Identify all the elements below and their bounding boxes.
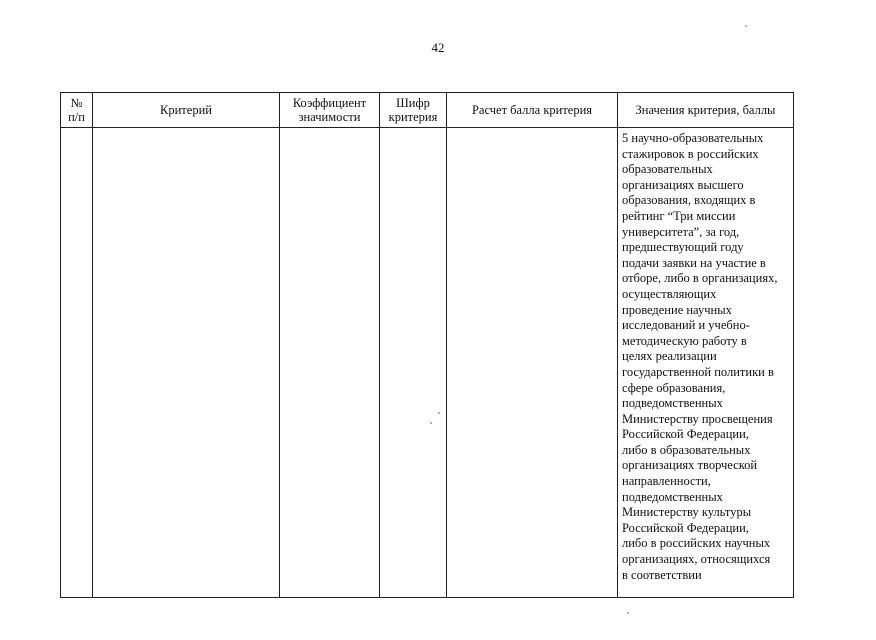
header-criterion: Критерий [93,93,280,128]
cell-criterion [93,128,280,598]
scan-speck [430,422,432,424]
scan-speck [745,25,747,27]
header-number: № п/п [61,93,93,128]
table-header-row [61,93,794,128]
page-number: 42 [431,40,445,55]
header-values: Значения критерия, баллы [618,93,794,128]
scan-speck [438,412,440,414]
cell-coefficient [280,128,380,598]
header-code: Шифр критерия [380,93,447,128]
criteria-table [60,92,794,598]
cell-calculation [447,128,618,598]
table-row [61,128,794,598]
cell-values [618,128,794,598]
cell-code [380,128,447,598]
cell-number [61,128,93,598]
header-calculation: Расчет балла критерия [447,93,618,128]
scan-speck [627,612,629,614]
criterion-values-text: 5 научно-образовательных стажировок в российских образовательных организациях высшего образования, входящих в рейтинг “Три миссии университета”, за год, предшествующий году подачи заявки на участие в отборе, либо в организациях, осуществляющих проведение научных исследований и учебно- методическую работу в целях реализации государственной политики в сфере образования, подведомственных Министерству просвещения Российской Федерации, либо в образовательных организациях творческой направленности, подведомственных Министерству культуры Российской Федерации, либо в российских научных организациях, относящихся в соответствии [622,131,778,582]
header-coefficient: Коэффициент значимости [280,93,380,128]
